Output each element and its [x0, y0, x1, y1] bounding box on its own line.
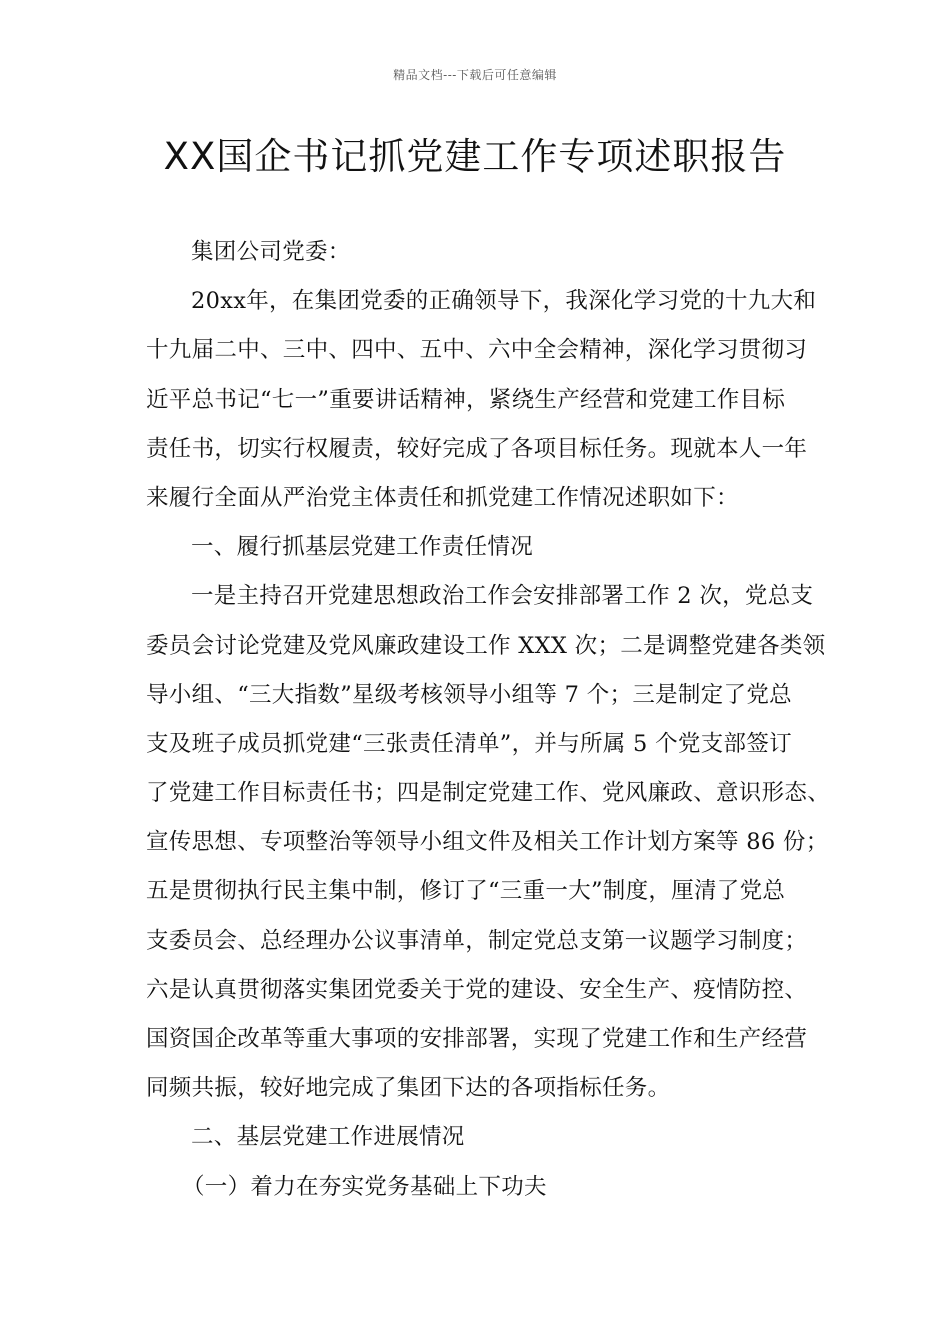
paragraph-line: 宣传思想、专项整治等领导小组文件及相关工作计划方案等 86 份； [146, 829, 829, 856]
paragraph-line: 责任书，切实行权履责，较好完成了各项目标任务。现就本人一年 [146, 435, 808, 462]
paragraph-line: 20xx年，在集团党委的正确领导下，我深化学习党的十九大和 [191, 288, 817, 315]
paragraph-line: 了党建工作目标责任书；四是制定党建工作、党风廉政、意识形态、 [146, 780, 831, 807]
paragraph-line: 国资国企改革等重大事项的安排部署，实现了党建工作和生产经营 [146, 1026, 808, 1052]
paragraph-line: 十九届二中、三中、四中、五中、六中全会精神，深化学习贯彻习 [146, 337, 808, 364]
paragraph-line: 六是认真贯彻落实集团党委关于党的建设、安全生产、疫情防控、 [146, 976, 808, 1003]
paragraph-line: 导小组、“三大指数”星级考核领导小组等 7 个；三是制定了党总 [146, 681, 792, 708]
subsection-heading: （一）着力在夯实党务基础上下功夫 [182, 1173, 547, 1200]
paragraph-line: 五是贯彻执行民主集中制，修订了“三重一大”制度，厘清了党总 [146, 878, 786, 905]
paragraph-line: 近平总书记“七一”重要讲话精神，紧绕生产经营和党建工作目标 [146, 386, 786, 413]
salutation-line: 集团公司党委： [191, 239, 351, 265]
document-body [146, 232, 831, 1216]
paragraph-line: 一是主持召开党建思想政治工作会安排部署工作 2 次，党总支 [191, 583, 814, 610]
paragraph-line: 支及班子成员抓党建“三张责任清单”，并与所属 5 个党支部签订 [146, 730, 792, 757]
section-heading: 一、履行抓基层党建工作责任情况 [191, 534, 534, 561]
document-title: XX国企书记抓党建工作专项述职报告 [163, 135, 787, 178]
paragraph-line: 支委员会、总经理办公议事清单，制定党总支第一议题学习制度； [146, 927, 808, 954]
paragraph-line: 同频共振，较好地完成了集团下达的各项指标任务。 [146, 1075, 671, 1102]
header-note: 精品文档---下载后可任意编辑 [393, 68, 557, 82]
section-heading: 二、基层党建工作进展情况 [191, 1124, 465, 1151]
paragraph-line: 委员会讨论党建及党风廉政建设工作 XXX 次；二是调整党建各类领 [146, 632, 826, 659]
paragraph-line: 来履行全面从严治党主体责任和抓党建工作情况述职如下： [146, 484, 739, 511]
